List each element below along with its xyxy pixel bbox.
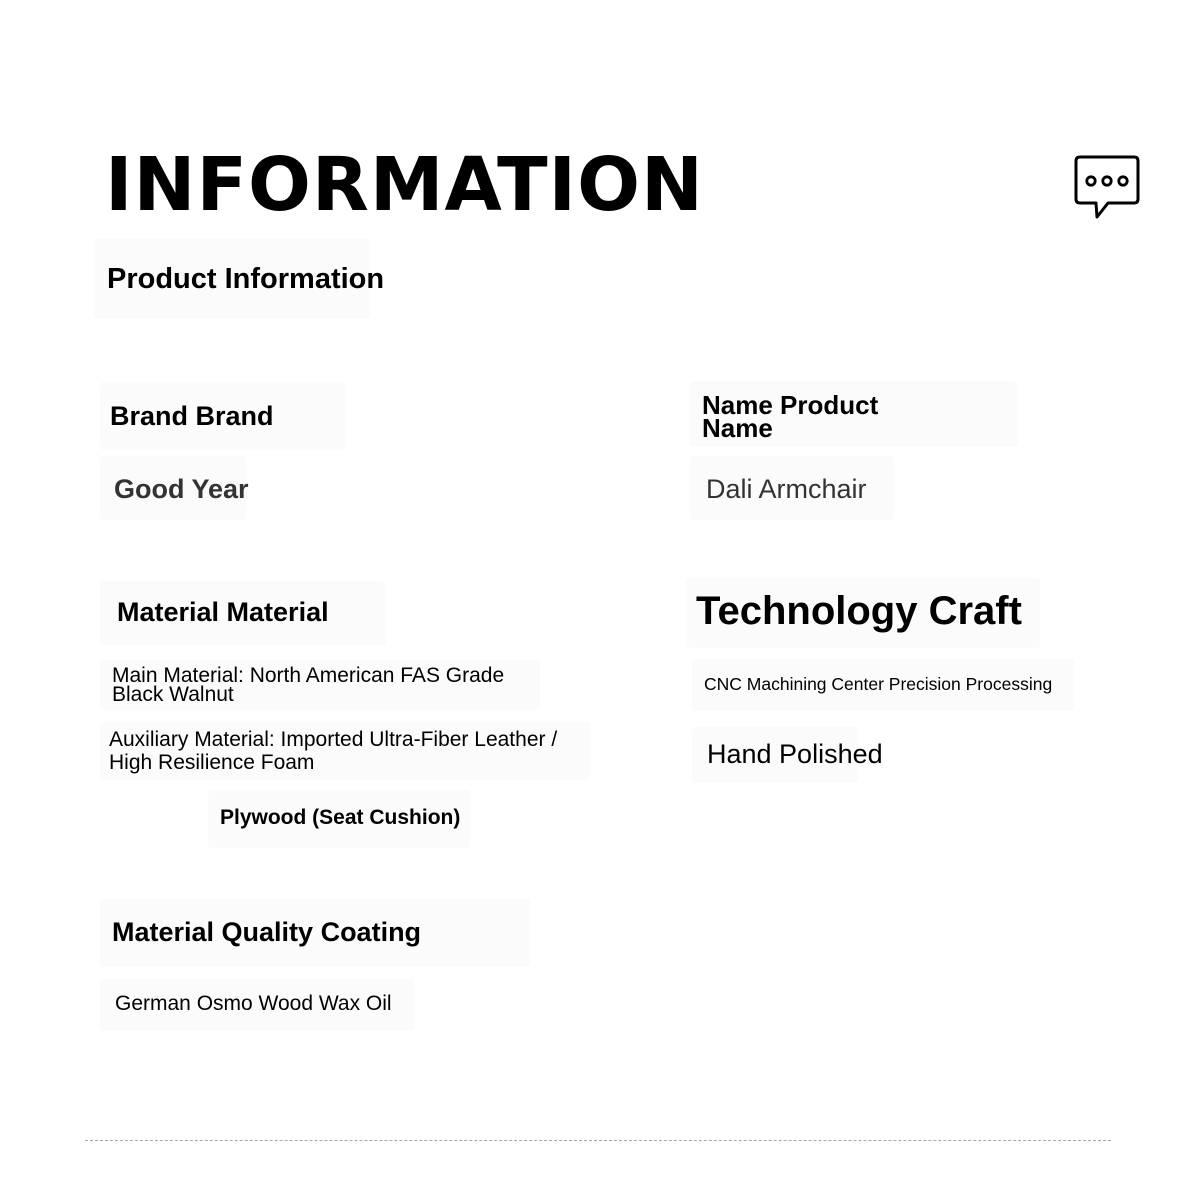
dashed-divider: [85, 1140, 1111, 1141]
craft-cnc-text: CNC Machining Center Precision Processing: [692, 659, 1074, 711]
product-name-value: Dali Armchair: [690, 456, 894, 520]
brand-value: Good Year: [100, 456, 246, 520]
chat-bubble-ellipsis-icon[interactable]: [1074, 155, 1140, 221]
craft-label: Technology Craft: [686, 578, 1040, 648]
page-title: INFORMATION: [105, 142, 704, 228]
plywood-material-text: Plywood (Seat Cushion): [208, 790, 470, 848]
coating-value: German Osmo Wood Wax Oil: [100, 979, 414, 1031]
coating-label: Material Quality Coating: [100, 899, 530, 967]
product-name-label: [690, 381, 1018, 447]
main-material-text: Main Material: North American FAS Grade Black Walnut: [100, 660, 540, 710]
auxiliary-material-text: Auxiliary Material: Imported Ultra-Fiber Leather / High Resilience Foam: [100, 722, 590, 780]
section-heading: Product Information: [94, 239, 370, 319]
material-label: Material Material: [100, 581, 386, 645]
craft-polish-text: Hand Polished: [692, 727, 858, 783]
product-name-label-text: Name Product Name: [702, 390, 879, 443]
brand-label: Brand Brand: [100, 382, 346, 450]
